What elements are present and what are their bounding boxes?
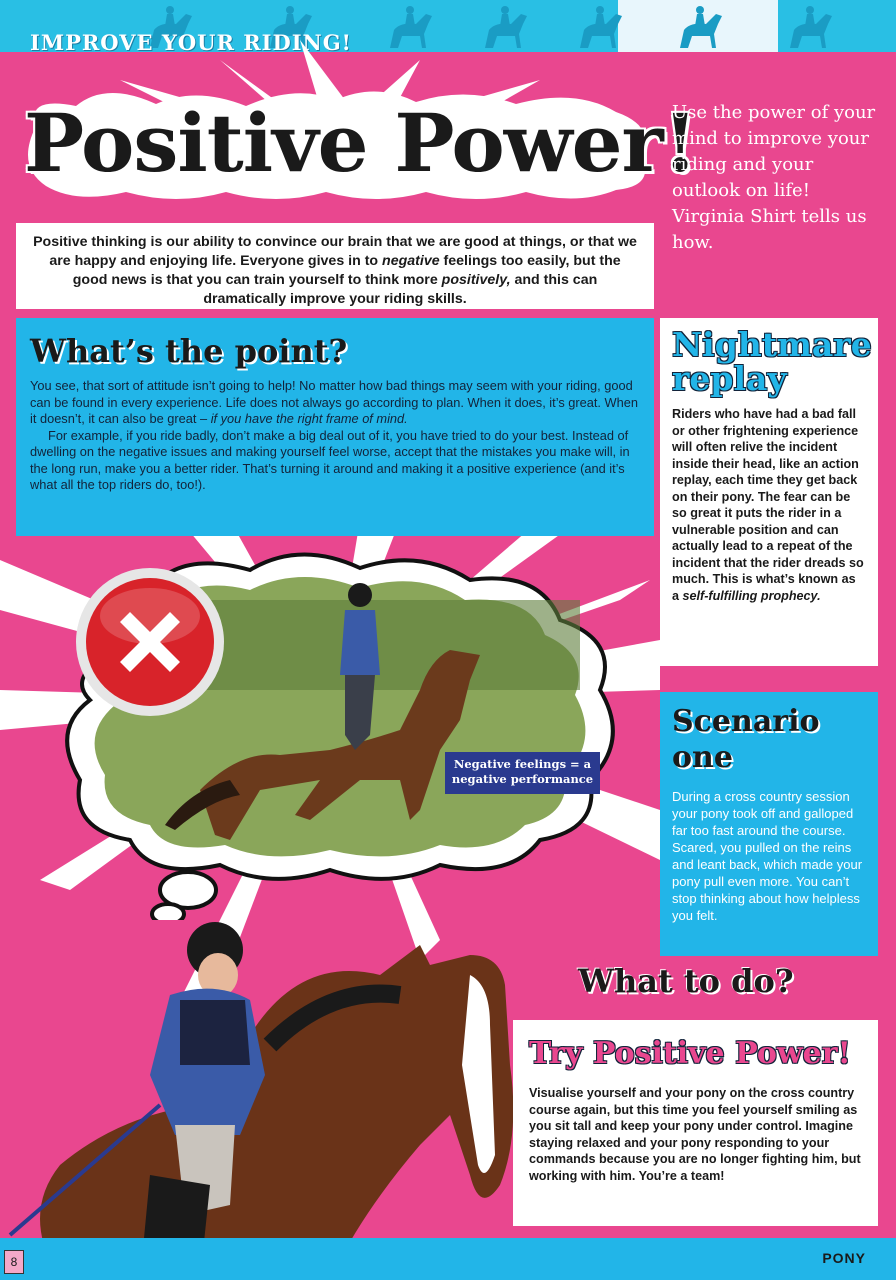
body-text: You see, that sort of attitude isn’t going to help! No matter how bad things may seem with your riding, good can be found in every experience. Life does not always go according to plan. When it does, it’s great. When it doesn’t, it can also be great – xyxy=(30,378,638,426)
red-cross-icon xyxy=(74,566,226,718)
body-paragraph xyxy=(30,378,640,428)
section-label: IMPROVE YOUR RIDING! xyxy=(30,30,352,55)
nightmare-replay-box xyxy=(660,318,878,666)
body-emphasis: if you have the right frame of mind. xyxy=(210,411,408,426)
heading-line: Nightmare xyxy=(672,325,872,364)
intro-text: Positive thinking is our ability to convince our brain that we are good at things, or that we are happy and enjoying life. Everyone gives in to xyxy=(33,234,637,269)
box-heading: Try Positive Power! xyxy=(529,1036,851,1071)
whats-the-point-section xyxy=(16,318,654,536)
photo-caption xyxy=(445,752,600,794)
intro-emphasis: negative xyxy=(382,253,440,269)
rider-and-pony-photo xyxy=(0,915,540,1280)
box-text: During a cross country session your pony took off and galloped far too fast around the course. Scared, you pulled on the reins and leant back, which made your pony pull even more. You can’t stop thinking about how helpless you felt. xyxy=(672,789,863,923)
page-number: 8 xyxy=(4,1250,24,1274)
intro-emphasis: positively, xyxy=(441,272,511,288)
box-heading xyxy=(672,704,866,776)
intro-text: feelings too easily, but the good news is that you can train yourself to think more xyxy=(72,253,621,288)
scenario-one-box xyxy=(660,692,878,956)
box-emphasis: self-fulfilling prophecy. xyxy=(682,588,821,603)
heading-line: Scenario xyxy=(672,704,820,739)
intro-paragraph xyxy=(16,223,654,309)
box-text: Visualise yourself and your pony on the cross country course again, but this time you feel yourself smiling as you sit tall and keep your pony under control. Imagine staying relaxed and your pony responding to your commands because you are no longer fighting him, but working with him. You’re a team! xyxy=(529,1086,861,1183)
try-positive-power-box xyxy=(513,1020,878,1226)
box-heading xyxy=(672,325,872,398)
box-text xyxy=(672,406,866,604)
footer-band xyxy=(0,1238,896,1280)
page-title: Positive Power! xyxy=(24,96,697,190)
caption-line: Negative feelings = a xyxy=(453,757,592,771)
heading-line: one xyxy=(672,740,733,775)
box-body: Riders who have had a bad fall or other frightening experience will often relive the incident inside their head, like an action replay, each time they get back on their pony. The fear can be so great it puts the rider in a vulnerable position and can actually lead to a repeat of the incident that the rider dreads so much. This is what’s known as a xyxy=(672,407,864,603)
caption-line: negative performance xyxy=(451,772,594,786)
magazine-brand: PONY xyxy=(822,1250,866,1266)
headline-area xyxy=(16,86,697,206)
standfirst: Use the power of your mind to improve your riding and your outlook on life! Virginia Shirt tells us how. xyxy=(672,102,876,253)
heading-line: replay xyxy=(672,359,787,398)
what-to-do-heading: What to do? xyxy=(578,962,794,1000)
intro-text: and this can dramatically improve your riding skills. xyxy=(203,272,598,307)
body-paragraph: For example, if you ride badly, don’t make a big deal out of it, you have tried to do your best. Instead of dwelling on the negative issues and making yourself feel worse, accept that the mistakes you make will, in the long run, make you a better rider. That’s turning it around and making it a positive experience (and it’s what all the top riders do, too!). xyxy=(30,427,630,492)
section-heading: What’s the point? xyxy=(30,332,348,370)
